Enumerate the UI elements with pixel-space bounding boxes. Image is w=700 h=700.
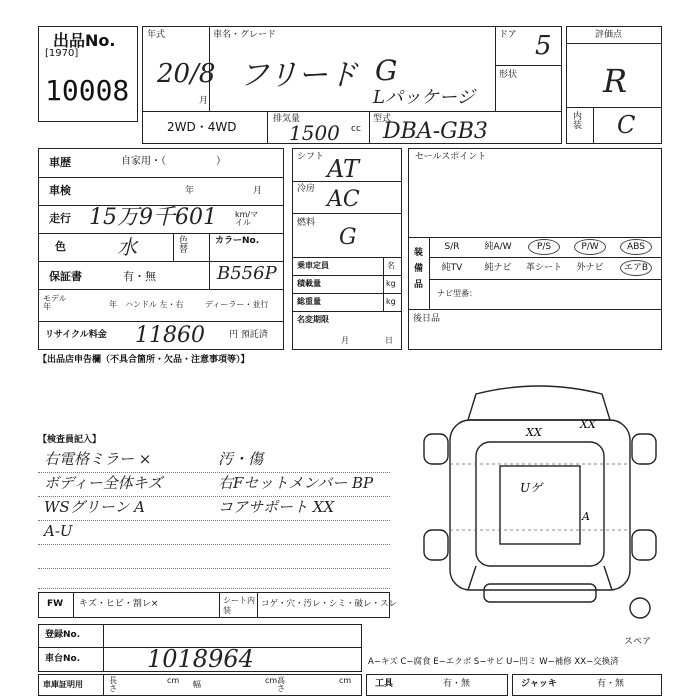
inspector-note: 汚・傷 (218, 450, 264, 468)
lot-number: 10008 (45, 74, 130, 107)
inspector-note: 右Fセットメンバー BP (218, 474, 374, 492)
interior-value: C (617, 111, 636, 139)
handle-text: ハンドル 左・右 (125, 300, 184, 309)
after-date-label: 後日品 (413, 314, 441, 324)
details-box (38, 148, 284, 350)
interior-label: 内装 (573, 112, 583, 131)
year-label: 年式 (147, 30, 166, 40)
equipment-item (431, 258, 473, 278)
equipment-item (523, 258, 565, 278)
equipment-item (523, 237, 565, 257)
dealer-text: ディーラー・並行 (205, 300, 269, 309)
damage-legend: A−キズ C−腐食 E−エクボ S−サビ U−凹ミ W−補修 XX−交換済 (368, 657, 619, 667)
color-change-label: 色替 (179, 236, 189, 255)
mileage-unit: km/マイル (235, 210, 259, 227)
inspector-note: 右電格ミラー × (44, 450, 152, 468)
ac-label: 冷房 (297, 184, 316, 194)
capacity-label: 乗車定員 (297, 261, 329, 270)
equipment-grid (431, 237, 661, 279)
equipment-item (569, 258, 611, 278)
name-change-label: 名変期限 (297, 315, 329, 324)
seat-text: コゲ・穴・汚レ・シミ・破レ・スレ (261, 599, 398, 609)
equipment-item-label: ABS (627, 242, 645, 252)
car-label: 車名・グレード (213, 30, 277, 40)
displacement-value: 1500 (289, 121, 340, 145)
equipment-item-label: 純TV (441, 263, 463, 273)
equipment-item-label: 外ナビ (576, 263, 604, 273)
recycle-label: リサイクル料金 (45, 330, 107, 340)
equipment-item (569, 237, 611, 257)
sales-point-label: セールスポイント (415, 152, 487, 162)
lot-sub: [1970] (45, 48, 79, 59)
car-body-outline (450, 420, 630, 590)
displacement-label: 排気量 (273, 114, 301, 124)
car-package: Lパッケージ (373, 87, 475, 108)
equipment-item (615, 258, 657, 278)
damage-mark-3: Uゲ (520, 481, 543, 495)
mileage-value: 15万9千601 (89, 205, 217, 230)
sales-box (408, 148, 662, 350)
car-roof-outline (468, 386, 610, 420)
equipment-item-label: 革シート (525, 263, 562, 273)
model-year-label: モデル年 (43, 294, 67, 311)
garage-box (38, 674, 362, 696)
score-label: 評価点 (595, 30, 623, 40)
tools-box (366, 674, 508, 696)
car-grade: G (375, 54, 398, 87)
load-unit: kg (386, 279, 396, 288)
equipment-item-label: S/R (444, 242, 460, 252)
jack-label: ジャッキ (521, 679, 557, 689)
color-no-label: カラーNo. (215, 236, 260, 246)
registration-label: 登録No. (45, 630, 81, 640)
drive-text: 2WD・4WD (167, 120, 237, 134)
dim-length-label: 長さ (109, 676, 117, 693)
gross-label: 総重量 (297, 297, 321, 306)
door-value: 5 (535, 31, 552, 61)
year-month-unit: 月 (199, 96, 209, 106)
inspector-note: WSグリーン A (44, 498, 145, 516)
jack-options: 有・無 (597, 679, 625, 689)
dim-height-label: 高さ (277, 676, 285, 693)
inspector-area (38, 448, 390, 590)
spare-label: スペア (624, 637, 652, 647)
equipment-item-label: 純A/W (484, 242, 512, 252)
fuel-value: G (339, 225, 357, 250)
car-header-box (142, 26, 562, 144)
year-value: 20/8 (157, 59, 216, 89)
equipment-item-label: エアB (623, 263, 649, 273)
car-name: フリード (239, 58, 358, 93)
inspector-label: 【検査員記入】 (38, 435, 102, 445)
equipment-item-label: P/S (536, 242, 552, 252)
model-label: 型式 (373, 114, 392, 124)
footer-box (38, 624, 362, 672)
equipment-item-label: P/W (581, 242, 599, 252)
color-label: 色 (55, 240, 66, 253)
color-value: 水 (117, 235, 137, 259)
inspector-note: ボディー全体キズ (44, 474, 163, 492)
capacity-unit: 名 (387, 261, 395, 270)
spare-tire-circle (630, 598, 650, 618)
seat-label: シート内装 (223, 596, 255, 615)
equipment-label: 装備品 (414, 248, 424, 290)
recycle-unit: 円 預託済 (229, 330, 268, 340)
garage-label: 車庫証明用 (43, 680, 83, 689)
name-change-day: 日 (385, 336, 393, 345)
mileage-label: 走行 (49, 212, 71, 225)
color-no-value: B556P (217, 263, 277, 284)
model-year-unit: 年 (109, 300, 117, 309)
inspection-year: 年 (185, 186, 195, 196)
inspection-month: 月 (253, 186, 263, 196)
inspection-label: 車検 (49, 184, 71, 197)
dim-width-unit: cm (265, 676, 278, 685)
fuel-label: 燃料 (297, 218, 316, 228)
tools-options: 有・無 (443, 679, 471, 689)
chassis-value: 1018964 (147, 645, 254, 673)
inspector-note: A-U (44, 522, 73, 540)
damage-mark-4: A (582, 510, 590, 523)
dim-height-unit: cm (339, 676, 352, 685)
warranty-label: 保証書 (49, 270, 82, 283)
equipment-item-label: 純ナビ (484, 263, 512, 273)
tools-label: 工具 (375, 679, 394, 689)
equipment-item (477, 258, 519, 278)
car-diagram (414, 380, 664, 620)
inspector-note: コアサポート XX (218, 498, 335, 516)
displacement-unit: cc (351, 124, 361, 134)
dim-width-label: 幅 (193, 680, 201, 689)
equipment-item (615, 237, 657, 257)
history-text: 自家用・（ ） (121, 156, 226, 167)
load-label: 積載量 (297, 279, 321, 288)
gross-unit: kg (386, 297, 396, 306)
shift-value: AT (327, 155, 360, 183)
ac-value: AC (327, 187, 360, 212)
warranty-options: 有・無 (123, 270, 156, 283)
navi-label: ナビ型番： (437, 289, 477, 298)
fw-text: キズ・ヒビ・割レ× (79, 599, 159, 609)
history-label: 車歴 (49, 156, 71, 169)
recycle-value: 11860 (135, 323, 205, 348)
equipment-item (431, 237, 473, 257)
equipment-item (477, 237, 519, 257)
shift-label: シフト (297, 152, 325, 162)
model-value: DBA-GB3 (383, 119, 488, 144)
mid-box (292, 148, 402, 350)
damage-mark-2: XX (580, 418, 596, 431)
chassis-label: 車台No. (45, 654, 81, 664)
score-value: R (603, 62, 628, 100)
shape-label: 形状 (499, 70, 518, 80)
lot-box (38, 26, 138, 122)
lot-label: 出品No. (53, 31, 116, 50)
door-label: ドア (499, 30, 517, 40)
damage-mark-1: XX (526, 426, 542, 439)
dim-length-unit: cm (167, 676, 180, 685)
fw-label: FW (47, 599, 64, 609)
score-box (566, 26, 662, 144)
name-change-month: 月 (341, 336, 349, 345)
jack-box (512, 674, 662, 696)
fw-box (38, 592, 398, 618)
seller-declaration: 【出品店申告欄（不具合箇所・欠品・注意事項等）】 (38, 355, 250, 365)
